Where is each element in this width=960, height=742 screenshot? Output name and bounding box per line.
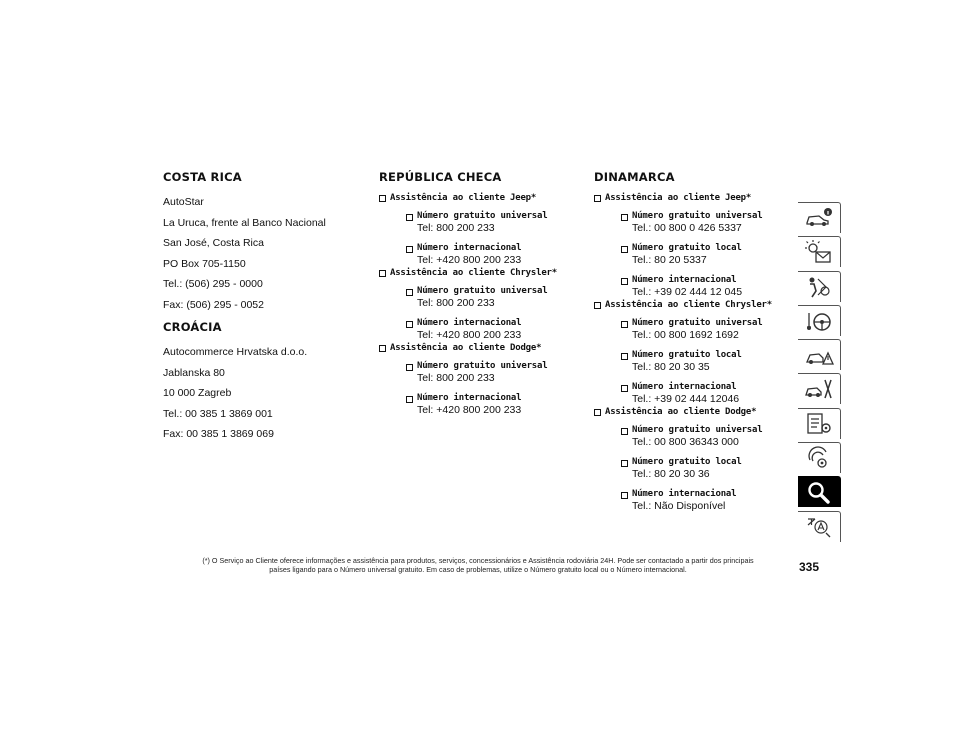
footnote-line-2: países ligando para o Número universal gratuito. Em caso de problemas, utilize o Número gratuito local ou o Número internacional. bbox=[269, 565, 687, 574]
phone-entry bbox=[605, 211, 794, 235]
phone-number: Tel: 800 200 233 bbox=[417, 222, 495, 234]
phone-number: Tel: 800 200 233 bbox=[417, 372, 495, 384]
emergency-triangle-icon bbox=[804, 343, 834, 367]
bullet-square-icon bbox=[406, 396, 413, 403]
tab-language[interactable] bbox=[798, 511, 841, 542]
service-group bbox=[594, 192, 794, 299]
multimedia-icon bbox=[804, 446, 834, 470]
tab-index[interactable] bbox=[798, 476, 841, 507]
phone-number: Tel: 800 200 233 bbox=[417, 297, 495, 309]
chapter-tabs bbox=[798, 202, 842, 545]
costa-rica-heading: COSTA RICA bbox=[163, 170, 242, 184]
technical-specs-icon bbox=[804, 412, 834, 436]
phone-entry-label-text: Número internacional bbox=[417, 318, 522, 328]
dinamarca-list bbox=[594, 192, 794, 513]
phone-number: Tel.: 80 20 30 35 bbox=[632, 361, 710, 373]
phone-entry-label-text: Número internacional bbox=[632, 489, 737, 499]
tab-service[interactable] bbox=[798, 373, 841, 404]
phone-entry-label-text: Número gratuito universal bbox=[417, 211, 548, 221]
phone-number: Tel.: +39 02 444 12 045 bbox=[632, 286, 743, 298]
language-icon bbox=[804, 515, 834, 539]
tab-multimedia[interactable] bbox=[798, 442, 841, 473]
phone-number: Tel.: 80 20 5337 bbox=[632, 254, 707, 266]
fax-line: Fax: (506) 295 - 0052 bbox=[163, 298, 264, 311]
phone-entry-label bbox=[632, 318, 794, 329]
phone-entry bbox=[390, 211, 579, 235]
service-group-label: Assistência ao cliente Dodge* bbox=[605, 407, 757, 417]
phone-entry-label bbox=[632, 275, 794, 286]
service-group bbox=[594, 299, 794, 406]
footnote-line-1: (*) O Serviço ao Cliente oferece informações e assistência para produtos, serviços, concessionários e Assistência rodoviária 24H. Pode ser contactado a partir dos principais bbox=[202, 556, 754, 565]
phone-entry-label-text: Número gratuito universal bbox=[632, 211, 763, 221]
bullet-square-icon bbox=[621, 428, 628, 435]
phone-entry-label-text: Número gratuito local bbox=[632, 457, 742, 467]
phone-entry bbox=[605, 382, 794, 406]
service-group-label: Assistência ao cliente Jeep* bbox=[390, 193, 537, 203]
column-3 bbox=[594, 170, 794, 513]
address-line: Jablanska 80 bbox=[163, 366, 225, 379]
phone-entry bbox=[605, 275, 794, 299]
phone-number: Tel.: Não Disponível bbox=[632, 500, 726, 512]
phone-entry-label-text: Número internacional bbox=[417, 393, 522, 403]
bullet-square-icon bbox=[406, 246, 413, 253]
croacia-heading: CROÁCIA bbox=[163, 320, 222, 334]
tab-car-info[interactable] bbox=[798, 202, 841, 233]
phone-entry-label-text: Número internacional bbox=[632, 275, 737, 285]
phone-entry bbox=[390, 243, 579, 267]
warning-lights-icon bbox=[804, 240, 834, 264]
phone-entry bbox=[605, 318, 794, 342]
phone-entry bbox=[390, 286, 579, 310]
phone-number: Tel: +420 800 200 233 bbox=[417, 329, 522, 341]
column-1 bbox=[163, 170, 363, 445]
phone-entry-label bbox=[417, 211, 579, 222]
phone-entry-label-text: Número gratuito universal bbox=[632, 318, 763, 328]
croacia-address bbox=[163, 342, 363, 445]
service-group-label: Assistência ao cliente Chrysler* bbox=[390, 268, 557, 278]
search-index-icon bbox=[804, 480, 834, 504]
fax-line: Fax: 00 385 1 3869 069 bbox=[163, 428, 274, 440]
phone-number: Tel.: 80 20 30 36 bbox=[632, 468, 710, 480]
phone-entry bbox=[605, 243, 794, 267]
phone-number: Tel.: 00 800 0 426 5337 bbox=[632, 222, 742, 234]
phone-entry-label-text: Número internacional bbox=[417, 243, 522, 253]
bullet-square-icon bbox=[594, 409, 601, 416]
phone-entry-label bbox=[417, 393, 579, 404]
phone-entry-label-text: Número gratuito local bbox=[632, 350, 742, 360]
footnote bbox=[162, 556, 794, 574]
phone-entry-label-text: Número internacional bbox=[632, 382, 737, 392]
phone-entry bbox=[605, 350, 794, 374]
phone-number: Tel.: 00 800 36343 000 bbox=[632, 436, 739, 448]
phone-entry-label bbox=[632, 243, 794, 254]
tab-warning-lights[interactable] bbox=[798, 236, 841, 267]
bullet-square-icon bbox=[621, 460, 628, 467]
bullet-square-icon bbox=[379, 345, 386, 352]
steering-wheel-icon bbox=[804, 309, 834, 333]
phone-entry-label bbox=[632, 350, 794, 361]
phone-number: Tel: +420 800 200 233 bbox=[417, 404, 522, 416]
bullet-square-icon bbox=[621, 353, 628, 360]
bullet-square-icon bbox=[621, 214, 628, 221]
bullet-square-icon bbox=[379, 195, 386, 202]
bullet-square-icon bbox=[406, 321, 413, 328]
phone-entry-label-text: Número gratuito universal bbox=[632, 425, 763, 435]
address-line: La Uruca, frente al Banco Nacional bbox=[163, 216, 326, 229]
service-group-label: Assistência ao cliente Dodge* bbox=[390, 343, 542, 353]
car-info-icon bbox=[804, 206, 834, 230]
phone-entry-label-text: Número gratuito universal bbox=[417, 361, 548, 371]
bullet-square-icon bbox=[379, 270, 386, 277]
service-group bbox=[379, 267, 579, 342]
phone-entry-label bbox=[632, 457, 794, 468]
phone-entry bbox=[605, 457, 794, 481]
service-group bbox=[594, 406, 794, 513]
phone-entry bbox=[390, 318, 579, 342]
service-group-label: Assistência ao cliente Jeep* bbox=[605, 193, 752, 203]
republica-checa-heading: REPÚBLICA CHECA bbox=[379, 170, 502, 184]
phone-entry-label bbox=[632, 425, 794, 436]
address-line: San José, Costa Rica bbox=[163, 237, 264, 249]
tab-steering[interactable] bbox=[798, 305, 841, 336]
page-number: 335 bbox=[799, 560, 820, 574]
phone-entry bbox=[605, 489, 794, 513]
address-line: AutoStar bbox=[163, 196, 204, 208]
tab-safety[interactable] bbox=[798, 271, 841, 302]
bullet-square-icon bbox=[621, 246, 628, 253]
column-2 bbox=[379, 170, 579, 417]
phone-entry-label bbox=[632, 489, 794, 500]
bullet-square-icon bbox=[621, 321, 628, 328]
phone-entry-label bbox=[632, 382, 794, 393]
bullet-square-icon bbox=[406, 364, 413, 371]
phone-entry bbox=[605, 425, 794, 449]
bullet-square-icon bbox=[406, 214, 413, 221]
bullet-square-icon bbox=[594, 195, 601, 202]
address-line: 10 000 Zagreb bbox=[163, 387, 232, 399]
phone-entry bbox=[390, 361, 579, 385]
phone-number: Tel.: +39 02 444 12046 bbox=[632, 393, 740, 405]
phone-line: Tel.: 00 385 1 3869 001 bbox=[163, 407, 273, 420]
phone-entry-label-text: Número gratuito universal bbox=[417, 286, 548, 296]
address-line: Autocommerce Hrvatska d.o.o. bbox=[163, 346, 308, 358]
phone-entry-label bbox=[417, 361, 579, 372]
phone-number: Tel: +420 800 200 233 bbox=[417, 254, 522, 266]
phone-number: Tel.: 00 800 1692 1692 bbox=[632, 329, 739, 341]
safety-airbag-icon bbox=[804, 275, 834, 299]
phone-line: Tel.: (506) 295 - 0000 bbox=[163, 278, 263, 290]
phone-entry-label-text: Número gratuito local bbox=[632, 243, 742, 253]
dinamarca-heading: DINAMARCA bbox=[594, 170, 675, 184]
phone-entry-label bbox=[417, 286, 579, 297]
service-group bbox=[379, 342, 579, 417]
service-group bbox=[379, 192, 579, 267]
phone-entry bbox=[390, 393, 579, 417]
bullet-square-icon bbox=[621, 492, 628, 499]
bullet-square-icon bbox=[621, 278, 628, 285]
bullet-square-icon bbox=[621, 385, 628, 392]
republica-checa-list bbox=[379, 192, 579, 417]
costa-rica-address bbox=[163, 192, 363, 315]
phone-entry-label bbox=[417, 318, 579, 329]
bullet-square-icon bbox=[594, 302, 601, 309]
phone-entry-label bbox=[417, 243, 579, 254]
phone-entry-label bbox=[632, 211, 794, 222]
car-service-wrench-icon bbox=[804, 377, 834, 401]
bullet-square-icon bbox=[406, 289, 413, 296]
tab-emergency[interactable] bbox=[798, 339, 841, 370]
address-line: PO Box 705-1150 bbox=[163, 257, 246, 270]
service-group-label: Assistência ao cliente Chrysler* bbox=[605, 300, 772, 310]
tab-technical[interactable] bbox=[798, 408, 841, 439]
